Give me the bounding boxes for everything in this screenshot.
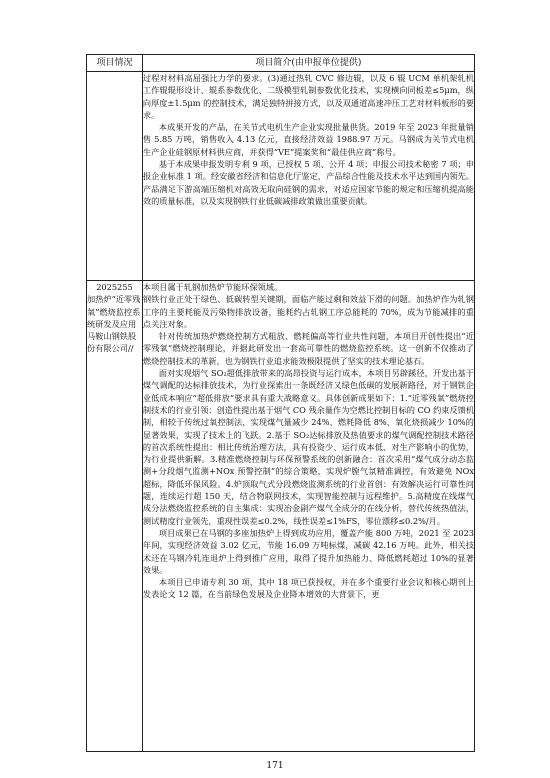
project-table [86, 54, 475, 752]
summary-paragraph: 项目成果已在马钢的多座加热炉上得到成功应用，覆盖产能 800 万吨，2021 至 2023 年间，实现经济效益 3.02 亿元，节能 16.09 万吨标煤，减碳 42.16 万吨。此外，相关技术还在马钢冷轧连退炉上得到推广应用，取得了提升加热能力、降低燃耗超过 10%的显著效果。 [142, 527, 474, 575]
summary-paragraph: 针对传统加热炉燃烧控制方式粗放、燃耗偏高等行业共性问题，本项目开创性提出“近零残氧”燃烧控制理论，并据此研发出一套高可靠性的燃烧监控系统。这一创新不仅推动了燃烧控制技术的革新，也为钢铁行业追求能效极限提供了坚实的技术理论基石。 [142, 331, 474, 366]
summary-paragraph: 面对实现烟气 SO₂超低排放带来的高昂投资与运行成本，本项目另辟蹊径，开发出基于煤气调配的达标排放技术，为行业探索出一条既经济又绿色低碳的发展新路径，对于钢铁企业低成本响应“超低排放”要求具有重大战略意义。具体创新成果如下：1.“近零残氧”燃烧控制技术的行业引领：创造性提出基于烟气 CO 残余量作为空燃比控制目标的 CO 约束反馈机制，相较于传统过氧控制法，实现煤气量减少 24%、燃耗降低 8%、氧化烧损减少 10%的显著效果，实现了技术上的飞跃。2.基于 SO₂达标排放及热值要求的煤气调配控制技术路径的首次系统性提出：相比传统治理方法，具有投资少、运行成本低、对生产影响小的优势，为行业提供新解。3.精准燃烧控制与环保预警系统的创新融合：首次采用“煤气成分动态监测+分段烟气监测+NOx 预警控制”的综合策略，实现炉膛气氛精准调控，有效避免 NOx 超标，降低环保风险。4.炉顶取气式分段燃烧监测系统的行业首创：有效解决运行可靠性问题，连续运行超 150 天，结合物联网技术，实现智能控制与远程维护。5.高精度在线煤气成分法燃烧监控系统的自主集成：实现冶金副产煤气全成分的在线分析，替代传统热值法，测试精度行业领先，重现性误差≤0.2%，线性误差≤1%FS，零位漂移≤0.2%/月。 [142, 368, 475, 526]
project-code: 2025255 [96, 282, 133, 292]
project-title-and-unit: 加热炉“近零残氧”燃烧监控系统研发及应用马鞍山钢铁股份有限公司// [87, 294, 141, 354]
header-project-status: 项目情况 [87, 55, 143, 72]
page-number: 171 [266, 761, 284, 771]
table-header-row [87, 55, 475, 72]
table-row [87, 281, 475, 752]
project-summary-cell [142, 281, 474, 752]
summary-paragraph: 过程对材料高屈强比力学的要求。(3)通过热轧 CVC 修边辊，以及 6 辊 UCM 单机架轧机工作辊辊形设计、辊系参数优化、二级模型轧制参数优化技术，实现横向同板差≤5μm，纵向厚度±1.5μm 的控制技术，满足独特拼接方式，以及双通道高速冲压工艺对材料板形的要求。 [142, 73, 474, 120]
summary-paragraph: 基于本成果申报发明专利 9 项，已授权 5 项、公开 4 项；申报公司技术秘密 7 项；申报企业标准 1 项。经安徽省经济和信息化厅鉴定，产品综合性能及技术水平达到国内领先。产品满足下游高端压缩机对高效无取向硅钢的需求，对适应国家节能的规定和压缩机提高能效的质量标准，以及实现钢铁行业低碳减排政策做出重要贡献。 [142, 159, 474, 206]
header-project-summary: 项目简介(由申报单位提供) [142, 55, 474, 72]
project-info-cell [87, 281, 143, 752]
summary-paragraph: 本项目已申请专利 30 项，其中 18 项已获授权，并在多个重要行业会议和核心期刊上发表论文 12 篇，在当前绿色发展及企业降本增效的大背景下，更 [142, 577, 474, 600]
summary-paragraph: 本成果开发的产品，在关节式电机生产企业实现批量供货。2019 年至 2023 年批量销售 5.85 万吨，销售收入 4.13 亿元，直接经济效益 1988.97 万元。马钢成为关节式电机生产企业硅钢原材料供应商，并获得“VE”提案奖和“最佳供应商”称号。 [142, 122, 474, 157]
summary-paragraph: 钢铁行业正处于绿色、低碳转型关键期，面临产能过剩和效益下滑的问题。加热炉作为轧钢工序的主要耗能及污染物排放设备，能耗约占轧钢工序总能耗的 70%，成为节能减排的重点关注对象。 [142, 294, 474, 329]
project-summary-cell [142, 72, 474, 281]
summary-paragraph: 本项目属于轧钢加热炉节能环保领域。 [142, 282, 283, 292]
table-row [87, 72, 475, 281]
project-cell-empty [87, 72, 143, 281]
